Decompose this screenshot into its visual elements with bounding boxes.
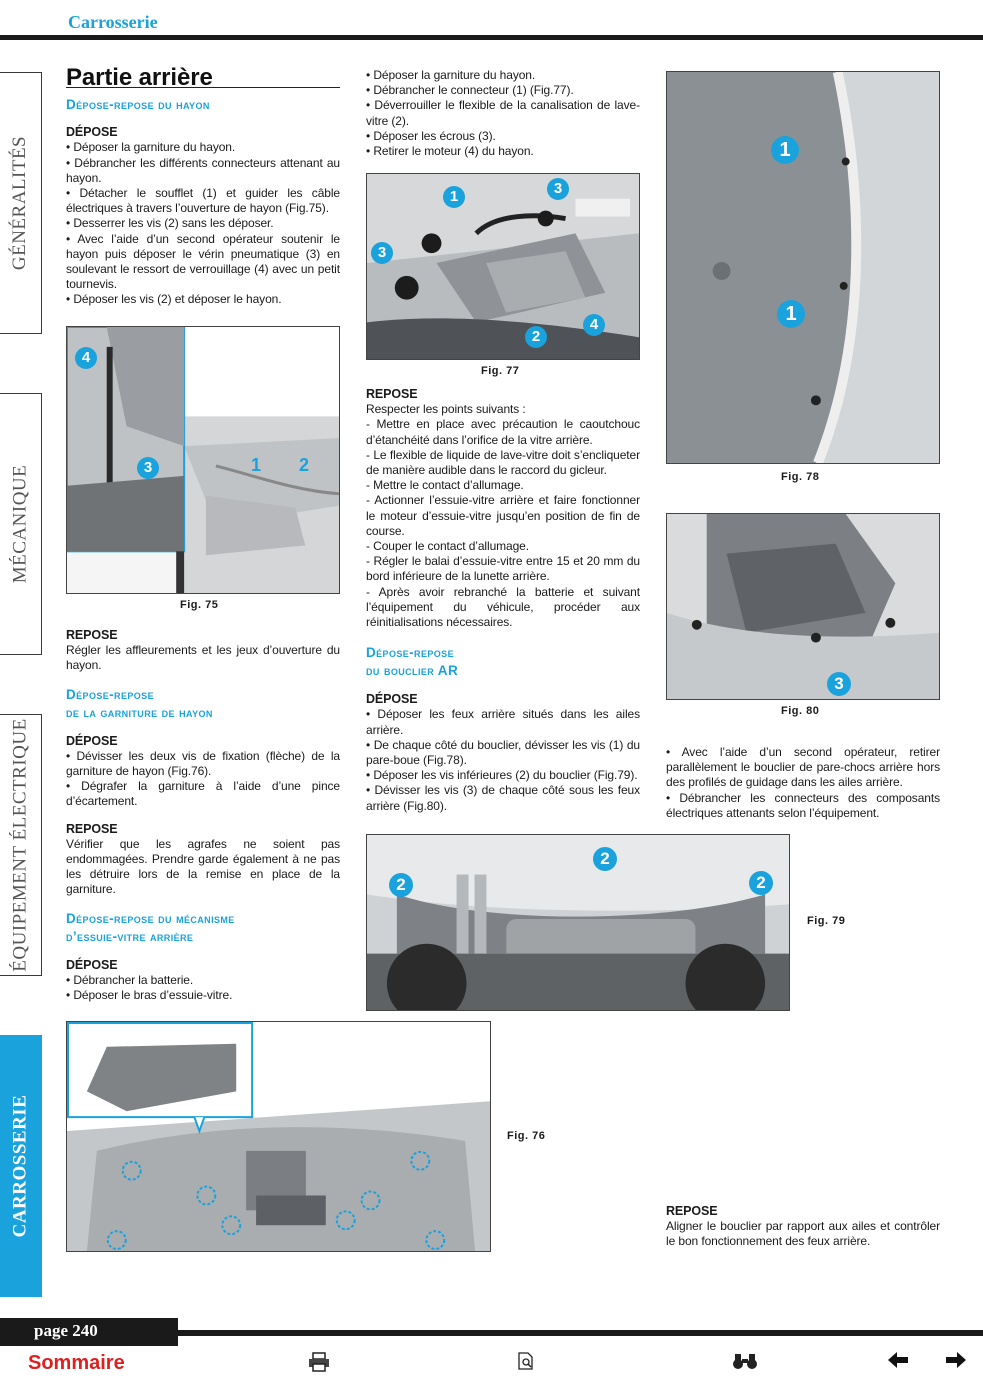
text-line: Respecter les points suivants : xyxy=(366,402,526,417)
text-line: • Déposer les écrous (3). xyxy=(366,128,496,143)
text-line: - Couper le contact d’allumage. xyxy=(366,539,529,554)
fig78-caption: Fig. 78 xyxy=(781,471,820,483)
printer-icon[interactable] xyxy=(308,1352,330,1377)
column-2-bottom xyxy=(366,375,640,814)
text-paragraph: Régler les affleurements et les jeux d’ouverture du hayon. xyxy=(66,643,340,673)
column-3-text xyxy=(666,745,940,821)
text-line: • Détacher le soufflet (1) et guider les câble électriques à travers l’ouverture de hayon (Fig.75). xyxy=(66,186,340,216)
depose-heading: DÉPOSE xyxy=(366,692,418,707)
figure-76 xyxy=(66,1021,491,1252)
arrow-right-icon[interactable] xyxy=(946,1352,966,1373)
text-line: • Débrancher les différents connecteurs attenant au hayon. xyxy=(66,155,340,185)
callout-3b: 3 xyxy=(371,242,393,264)
callout-2: 2 xyxy=(299,455,310,475)
callout-3: 3 xyxy=(827,672,851,696)
depose-heading: DÉPOSE xyxy=(66,125,118,140)
text-line: • Débrancher les connecteurs des composants électriques attenants selon l’équipement. xyxy=(666,790,940,820)
side-tab-generalites[interactable] xyxy=(0,72,42,334)
side-tab-carrosserie[interactable] xyxy=(0,1035,42,1297)
fig75-caption: Fig. 75 xyxy=(180,599,219,611)
callout-2a: 2 xyxy=(389,873,413,897)
section-heading: Dépose-repose xyxy=(66,686,154,702)
text-line: • Débrancher la batterie. xyxy=(66,972,194,987)
figure-75 xyxy=(66,326,340,594)
fig77-caption: Fig. 77 xyxy=(481,365,520,377)
callout-1: 1 xyxy=(443,186,465,208)
side-tab-label: CARROSSERIE xyxy=(9,1094,31,1238)
text-line: - Mettre en place avec précaution le caoutchouc d’étanchéité dans l’orifice de la vitre arrière. xyxy=(366,417,640,447)
repose-heading: REPOSE xyxy=(366,387,418,401)
text-line: • Déverrouiller le flexible de la canalisation de lave-vitre (2). xyxy=(366,98,640,128)
side-tab-label: GÉNÉRALITÉS xyxy=(9,135,31,271)
repose-heading: REPOSE xyxy=(666,1204,718,1218)
text-line: • Déposer la garniture du hayon. xyxy=(366,68,536,82)
section-heading: Dépose-repose du mécanisme xyxy=(66,910,235,926)
section-heading: du bouclier AR xyxy=(366,663,459,679)
figure-80 xyxy=(666,513,940,700)
callout-2: 2 xyxy=(525,326,547,348)
depose-heading: DÉPOSE xyxy=(66,957,118,972)
side-tab-label: ÉQUIPEMENT ÉLECTRIQUE xyxy=(9,718,31,972)
text-line: - Actionner l’essuie-vitre arrière et faire fonctionner le moteur d’essuie-vitre jusqu’en position de fin de course. xyxy=(366,493,640,538)
page-number: page 240 xyxy=(34,1321,98,1340)
depose-heading: DÉPOSE xyxy=(66,733,118,748)
text-line: • Desserrer les vis (2) sans les déposer. xyxy=(66,216,274,231)
text-line: • Retirer le moteur (4) du hayon. xyxy=(366,144,534,159)
section-heading: Dépose-repose du hayon xyxy=(66,97,210,113)
text-line: - Le flexible de liquide de lave-vitre doit s’encliqueter de manière audible dans le raccord du gicleur. xyxy=(366,447,640,478)
callout-2b: 2 xyxy=(593,847,617,871)
text-line: • Débrancher le connecteur (1) (Fig.77). xyxy=(366,83,574,98)
repose-heading: REPOSE xyxy=(66,628,118,642)
running-header: Carrosserie xyxy=(68,12,158,32)
sommaire-link[interactable]: Sommaire xyxy=(28,1352,125,1374)
text-line: • Dévisser les deux vis de fixation (flèche) de la garniture de hayon (Fig.76). xyxy=(66,748,340,779)
callout-4: 4 xyxy=(583,314,605,336)
side-tab-equipement-electrique[interactable] xyxy=(0,714,42,976)
text-line: • Déposer les feux arrière situés dans les ailes arrière. xyxy=(366,707,640,737)
callout-3: 3 xyxy=(547,178,569,200)
text-line: • Dégrafer la garniture à l’aide d’une pince d’écartement. xyxy=(66,779,340,809)
callout-1b: 1 xyxy=(777,300,805,328)
page-title: Partie arrière xyxy=(66,70,340,88)
callout-4: 4 xyxy=(75,347,97,369)
column-3-repose xyxy=(666,1204,940,1250)
text-line: • Déposer les vis inférieures (2) du bouclier (Fig.79). xyxy=(366,768,638,783)
section-heading: Dépose-repose xyxy=(366,645,454,661)
fig76-caption: Fig. 76 xyxy=(507,1130,546,1142)
callout-2c: 2 xyxy=(749,871,773,895)
text-line: • Dévisser les vis (3) de chaque côté sous les feux arrière (Fig.80). xyxy=(366,783,640,813)
text-paragraph: Aligner le bouclier par rapport aux ailes et contrôler le bon fonctionnement des feux arrière. xyxy=(666,1219,940,1249)
callout-3: 3 xyxy=(137,457,159,479)
column-2-top xyxy=(366,68,640,159)
callout-1: 1 xyxy=(771,136,799,164)
fig79-caption: Fig. 79 xyxy=(807,915,846,927)
text-paragraph: Vérifier que les agrafes ne soient pas endommagées. Prendre garde également à ne pas les détruire lors de la remise en place de la garniture. xyxy=(66,836,340,897)
callout-1: 1 xyxy=(251,455,262,475)
repose-heading: REPOSE xyxy=(66,821,118,836)
text-line: • Avec l’aide d’un second opérateur, retirer parallèlement le bouclier de pare-chocs arrière hors des profilés de guidage dans les ailes arrière. xyxy=(666,745,940,790)
column-1-bottom xyxy=(66,616,340,1003)
figure-77 xyxy=(366,173,640,360)
text-line: • Déposer la garniture du hayon. xyxy=(66,140,236,155)
document-icon[interactable] xyxy=(518,1352,534,1375)
figure-79 xyxy=(366,834,790,1011)
side-tab-mecanique[interactable] xyxy=(0,393,42,655)
figure-78 xyxy=(666,71,940,464)
side-tab-label: MÉCANIQUE xyxy=(9,464,31,584)
header-rule xyxy=(0,35,983,40)
text-line: - Régler le balai d’essuie-vitre entre 15 et 20 mm du bord inférieure de la lunette arrière. xyxy=(366,554,640,584)
fig80-caption: Fig. 80 xyxy=(781,705,820,717)
arrow-left-icon[interactable] xyxy=(888,1352,908,1373)
text-line: • Déposer les vis (2) et déposer le hayon. xyxy=(66,292,282,307)
text-line: • De chaque côté du bouclier, dévisser les vis (1) du pare-boue (Fig.78). xyxy=(366,737,640,768)
text-line: • Avec l’aide d’un second opérateur soutenir le hayon puis déposer le vérin pneumatique (3) en soulevant le ressort de verrouillage (4) avec un petit tournevis. xyxy=(66,231,340,292)
section-heading: d’essuie-vitre arrière xyxy=(66,928,194,944)
column-1-top xyxy=(66,64,340,308)
section-heading: de la garniture de hayon xyxy=(66,704,213,720)
text-line: • Déposer le bras d’essuie-vitre. xyxy=(66,988,233,1003)
binoculars-icon[interactable] xyxy=(732,1352,758,1375)
text-line: - Après avoir rebranché la batterie et suivant l’équipement du véhicule, procéder aux réinitialisations nécessaires. xyxy=(366,584,640,630)
text-line: - Mettre le contact d’allumage. xyxy=(366,478,524,493)
